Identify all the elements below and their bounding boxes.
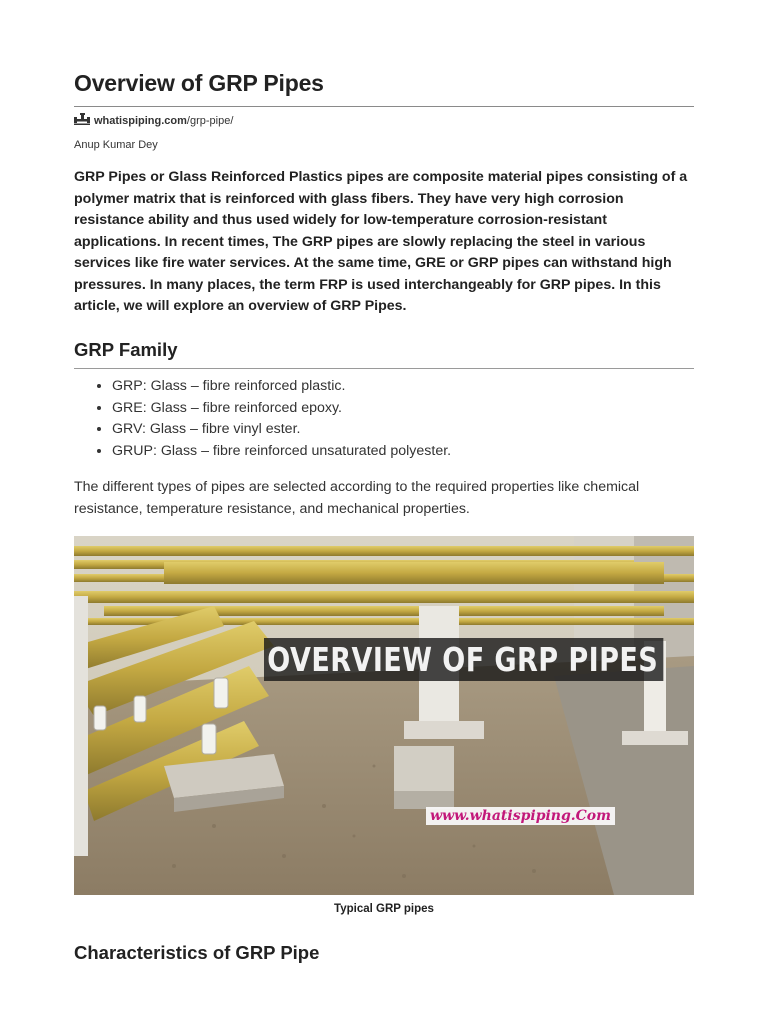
title-divider	[74, 106, 694, 107]
section-divider	[74, 368, 694, 369]
author-name: Anup Kumar Dey	[74, 139, 158, 151]
photo-illustration	[74, 536, 694, 895]
figure-caption: Typical GRP pipes	[334, 903, 434, 915]
selection-paragraph: The different types of pipes are selected according to the required properties like chemical resistance, temperature resistance, and mechanical properties.	[74, 479, 640, 517]
source-domain: whatispiping.com	[94, 114, 187, 127]
page-title: Overview of GRP Pipes	[74, 70, 324, 96]
source-path: /grp-pipe/	[186, 114, 234, 127]
site-logo-icon	[74, 113, 90, 128]
intro-paragraph: GRP Pipes or Glass Reinforced Plastics pipes are composite material pipes consisting of a polymer matrix that is reinforced with glass fibers. They have very high corrosion resistance ability and thus used widely for low-temperature corrosion-resistant applications. In recent times, The GRP pipes are slowly replacing the steel in various services like fire water services. At the same time, GRE or GRP pipes can withstand high pressures. In many places, the term FRP is used interchangeably for GRP pipes. In this article, we will explore an overview of GRP Pipes.	[74, 169, 688, 314]
list-item: • GRP: Glass – fibre reinforced plastic.	[112, 376, 451, 398]
source-link[interactable]	[74, 113, 233, 128]
list-item: • GRE: Glass – fibre reinforced epoxy.	[112, 398, 451, 420]
photo-overlay-title: OVERVIEW OF GRP PIPES	[264, 638, 663, 681]
grp-family-list	[74, 376, 451, 462]
grp-pipes-photo	[74, 536, 694, 895]
section-heading-grp-family: GRP Family	[74, 339, 178, 360]
photo-overlay-url: www.whatispiping.Com	[426, 807, 615, 825]
list-item: • GRUP: Glass – fibre reinforced unsaturated polyester.	[112, 441, 451, 463]
section-heading-characteristics: Characteristics of GRP Pipe	[74, 942, 320, 963]
list-item: • GRV: Glass – fibre vinyl ester.	[112, 419, 451, 441]
